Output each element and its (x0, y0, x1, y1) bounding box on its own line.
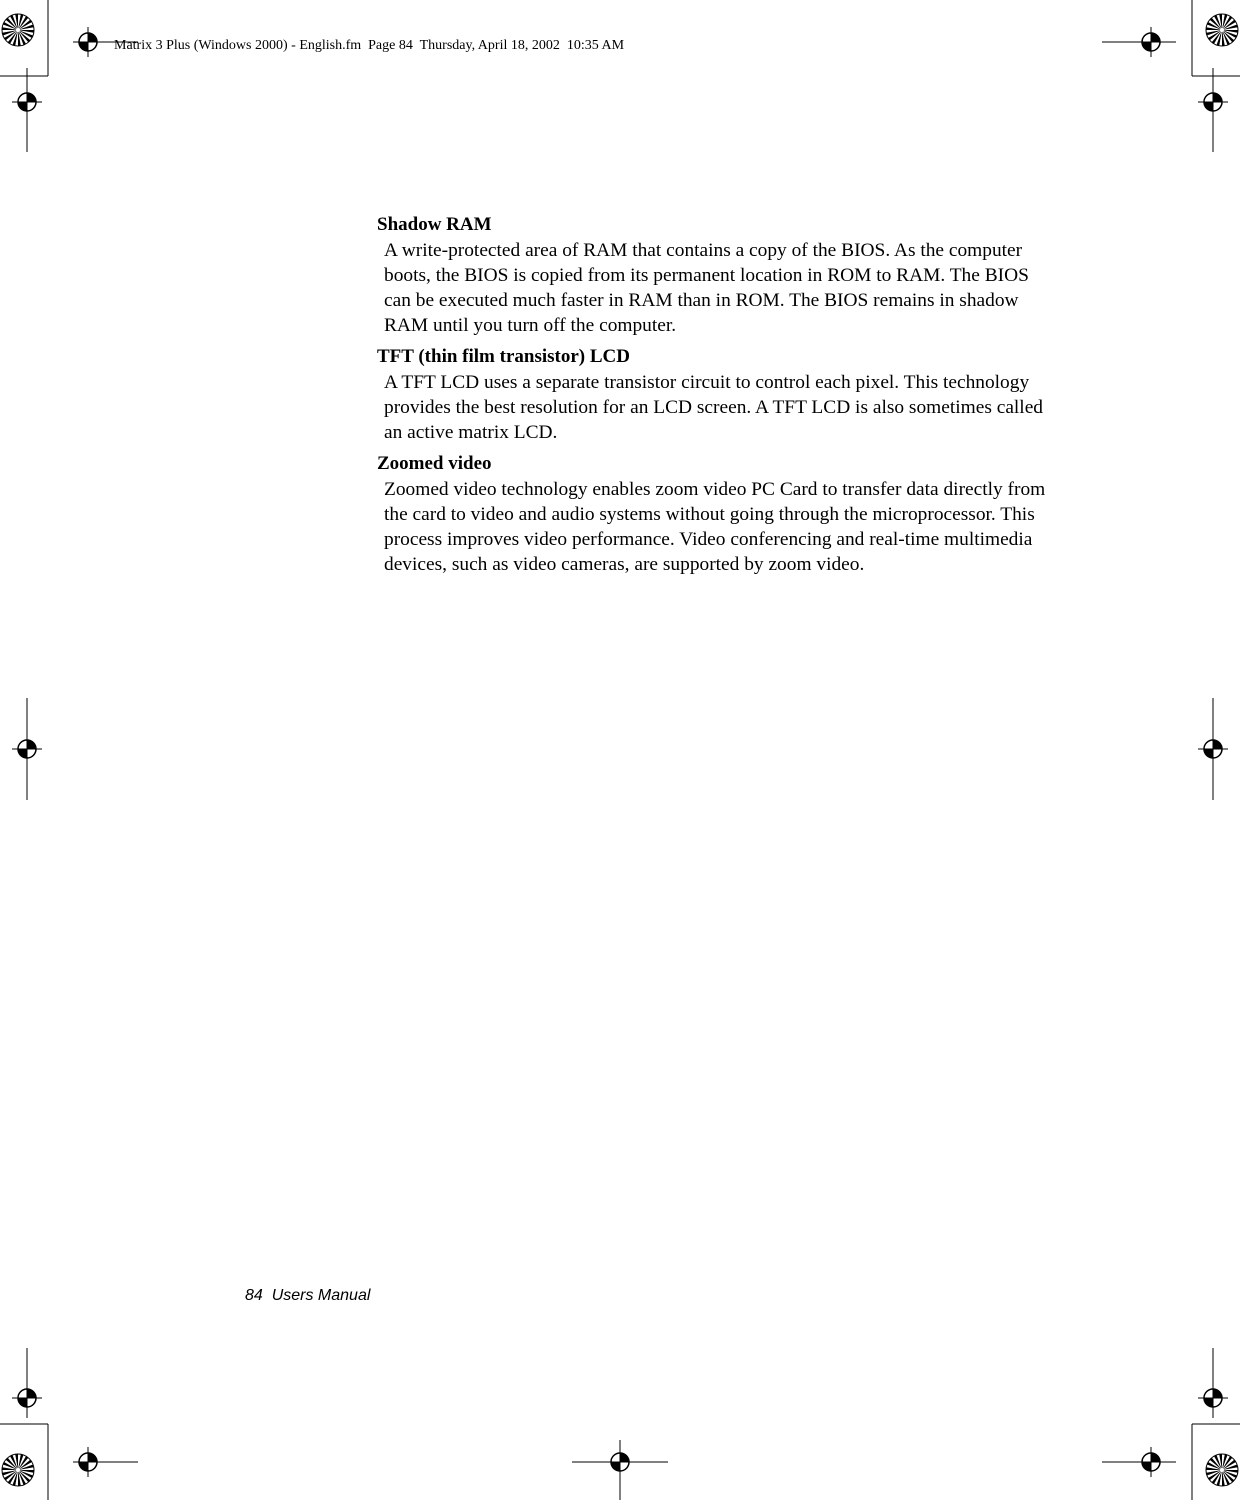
glossary-entry-tft-lcd (377, 344, 1067, 445)
glossary-definition: Zoomed video technology enables zoom video PC Card to transfer data directly from the card to video and audio systems without going through the microprocessor. This process improves video performance. Video conferencing and real-time multimedia devices, such as video cameras, are supported by zoom video. (384, 479, 1046, 575)
star-target-mark (1206, 1454, 1238, 1486)
glossary-definition: A write-protected area of RAM that contains a copy of the BIOS. As the computer boots, the BIOS is copied from its permanent location in ROM to RAM. The BIOS can be executed much faster in RAM than in ROM. The BIOS remains in shadow RAM until you turn off the computer. (384, 240, 1029, 336)
page-footer: 84 Users Manual (245, 1287, 371, 1304)
glossary-term: Zoomed video (377, 453, 492, 474)
glossary-content (377, 212, 1067, 577)
glossary-term: Shadow RAM (377, 214, 492, 235)
glossary-entry-shadow-ram (377, 212, 1067, 338)
glossary-definition: A TFT LCD uses a separate transistor circuit to control each pixel. This technology provides the best resolution for an LCD screen. A TFT LCD is also sometimes called an active matrix LCD. (384, 372, 1043, 443)
glossary-entry-zoomed-video (377, 451, 1067, 577)
star-target-mark (2, 1454, 34, 1486)
star-target-mark (1206, 14, 1238, 46)
star-target-mark (2, 14, 34, 46)
document-file-info: Matrix 3 Plus (Windows 2000) - English.fm Page 84 Thursday, April 18, 2002 10:35 AM (114, 38, 625, 53)
glossary-term: TFT (thin film transistor) LCD (377, 346, 630, 367)
